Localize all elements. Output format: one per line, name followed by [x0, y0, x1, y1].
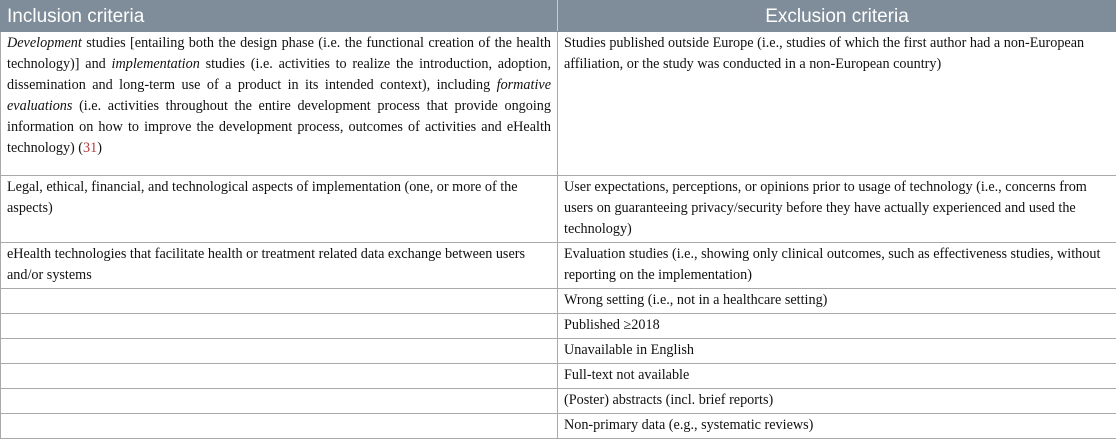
exclusion-cell: Unavailable in English [558, 339, 1116, 364]
inclusion-cell-empty [1, 364, 558, 389]
inclusion-cell: Legal, ethical, financial, and technological aspects of implementation (one, or more of the aspects) [1, 176, 558, 243]
exclusion-cell: Full-text not available [558, 364, 1116, 389]
inclusion-cell-empty [1, 414, 558, 439]
inclusion-cell-empty [1, 314, 558, 339]
table-row [1, 32, 1116, 176]
cell-text: studies [entailing both the design phase (i.e. the functional creation of the health technology)] and [7, 35, 551, 72]
inclusion-cell: eHealth technologies that facilitate health or treatment related data exchange between users and/or systems [1, 243, 558, 289]
exclusion-cell: Published ≥2018 [558, 314, 1116, 339]
exclusion-cell: Non-primary data (e.g., systematic reviews) [558, 414, 1116, 439]
cell-text: (i.e. activities throughout the entire development process that provide ongoing information on how to improve the development process, outcomes of activities and eHealth technology) ( [7, 98, 551, 156]
table-row [1, 289, 1116, 314]
reference-link[interactable]: 31 [83, 140, 97, 156]
table-row [1, 364, 1116, 389]
italic-term: formative evaluations [7, 77, 551, 114]
inclusion-cell-empty [1, 289, 558, 314]
exclusion-cell: (Poster) abstracts (incl. brief reports) [558, 389, 1116, 414]
exclusion-cell: Evaluation studies (i.e., showing only clinical outcomes, such as effectiveness studies, without reporting on the implementation) [558, 243, 1116, 289]
inclusion-header: Inclusion criteria [1, 1, 558, 32]
table-row [1, 339, 1116, 364]
italic-term: implementation [112, 56, 200, 72]
exclusion-cell: Wrong setting (i.e., not in a healthcare setting) [558, 289, 1116, 314]
exclusion-header: Exclusion criteria [558, 1, 1116, 32]
table-row [1, 414, 1116, 439]
cell-text: studies (i.e. activities to realize the introduction, adoption, dissemination and long-term use of a product in its intended context), including [7, 56, 551, 93]
table-row [1, 389, 1116, 414]
header-row [1, 1, 1116, 32]
cell-text: ) [97, 140, 102, 156]
exclusion-cell: Studies published outside Europe (i.e., studies of which the first author had a non-European affiliation, or the study was conducted in a non-European country) [558, 32, 1116, 176]
table-row [1, 176, 1116, 243]
exclusion-cell: User expectations, perceptions, or opinions prior to usage of technology (i.e., concerns from users on guaranteeing privacy/security before they have actually experienced and used the technology) [558, 176, 1116, 243]
italic-term: Development [7, 35, 82, 51]
inclusion-cell-empty [1, 339, 558, 364]
table-row [1, 243, 1116, 289]
table-row [1, 314, 1116, 339]
inclusion-cell-empty [1, 389, 558, 414]
inclusion-cell [1, 32, 558, 176]
